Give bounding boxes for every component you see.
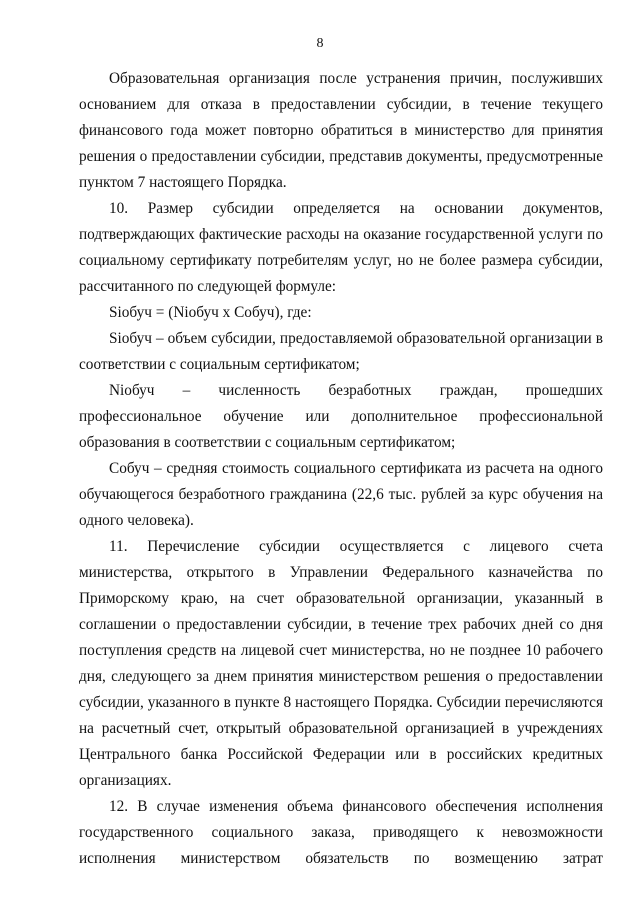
document-body	[79, 66, 603, 872]
paragraph-10-subsidy-size: 10. Размер субсидии определяется на основании документов, подтверждающих фактические расходы на оказание государственной услуги по социальному сертификату потребителям услуг, но не более размера субсидии, рассчитанного по следующей формуле:	[79, 200, 603, 295]
definition-average-cost: Cобуч – средняя стоимость социального сертификата из расчета на одного обучающегося безработного гражданина (22,6 тыс. рублей за курс обучения на одного человека).	[79, 460, 603, 529]
page-number: 8	[316, 36, 324, 51]
definition-trainee-count: Niобуч – численность безработных граждан, прошедших профессиональное обучение или дополнительное профессиональной образования в соответствии с социальным сертификатом;	[79, 382, 603, 451]
paragraph-resubmission: Образовательная организация после устранения причин, послуживших основанием для отказа в предоставлении субсидии, в течение текущего финансового года может повторно обратиться в министерство для принятия решения о предоставлении субсидии, представив документы, предусмотренные пунктом 7 настоящего Порядка.	[79, 70, 603, 191]
paragraph-12-volume-change: 12. В случае изменения объема финансового обеспечения исполнения государственного социального заказа, приводящего к невозможности исполнения министерством обязательств по возмещению затрат	[79, 798, 603, 867]
formula-line: Siобуч = (Niобуч x Cобуч), где:	[109, 304, 312, 321]
paragraph-11-transfer: 11. Перечисление субсидии осуществляется с лицевого счета министерства, открытого в Управлении Федерального казначейства по Приморскому краю, на счет образовательной организации, указанный в соглашении о предоставлении субсидии, в течение трех рабочих дней со дня поступления средств на лицевой счет министерства, но не позднее 10 рабочего дня, следующего за днем принятия министерством решения о предоставлении субсидии, указанного в пункте 8 настоящего Порядка. Субсидии перечисляются на расчетный счет, открытый образовательной организацией в учреждениях Центрального банка Российской Федерации или в российских кредитных организациях.	[79, 538, 603, 789]
definition-subsidy-volume: Siобуч – объем субсидии, предоставляемой образовательной организации в соответствии с социальным сертификатом;	[79, 330, 603, 373]
